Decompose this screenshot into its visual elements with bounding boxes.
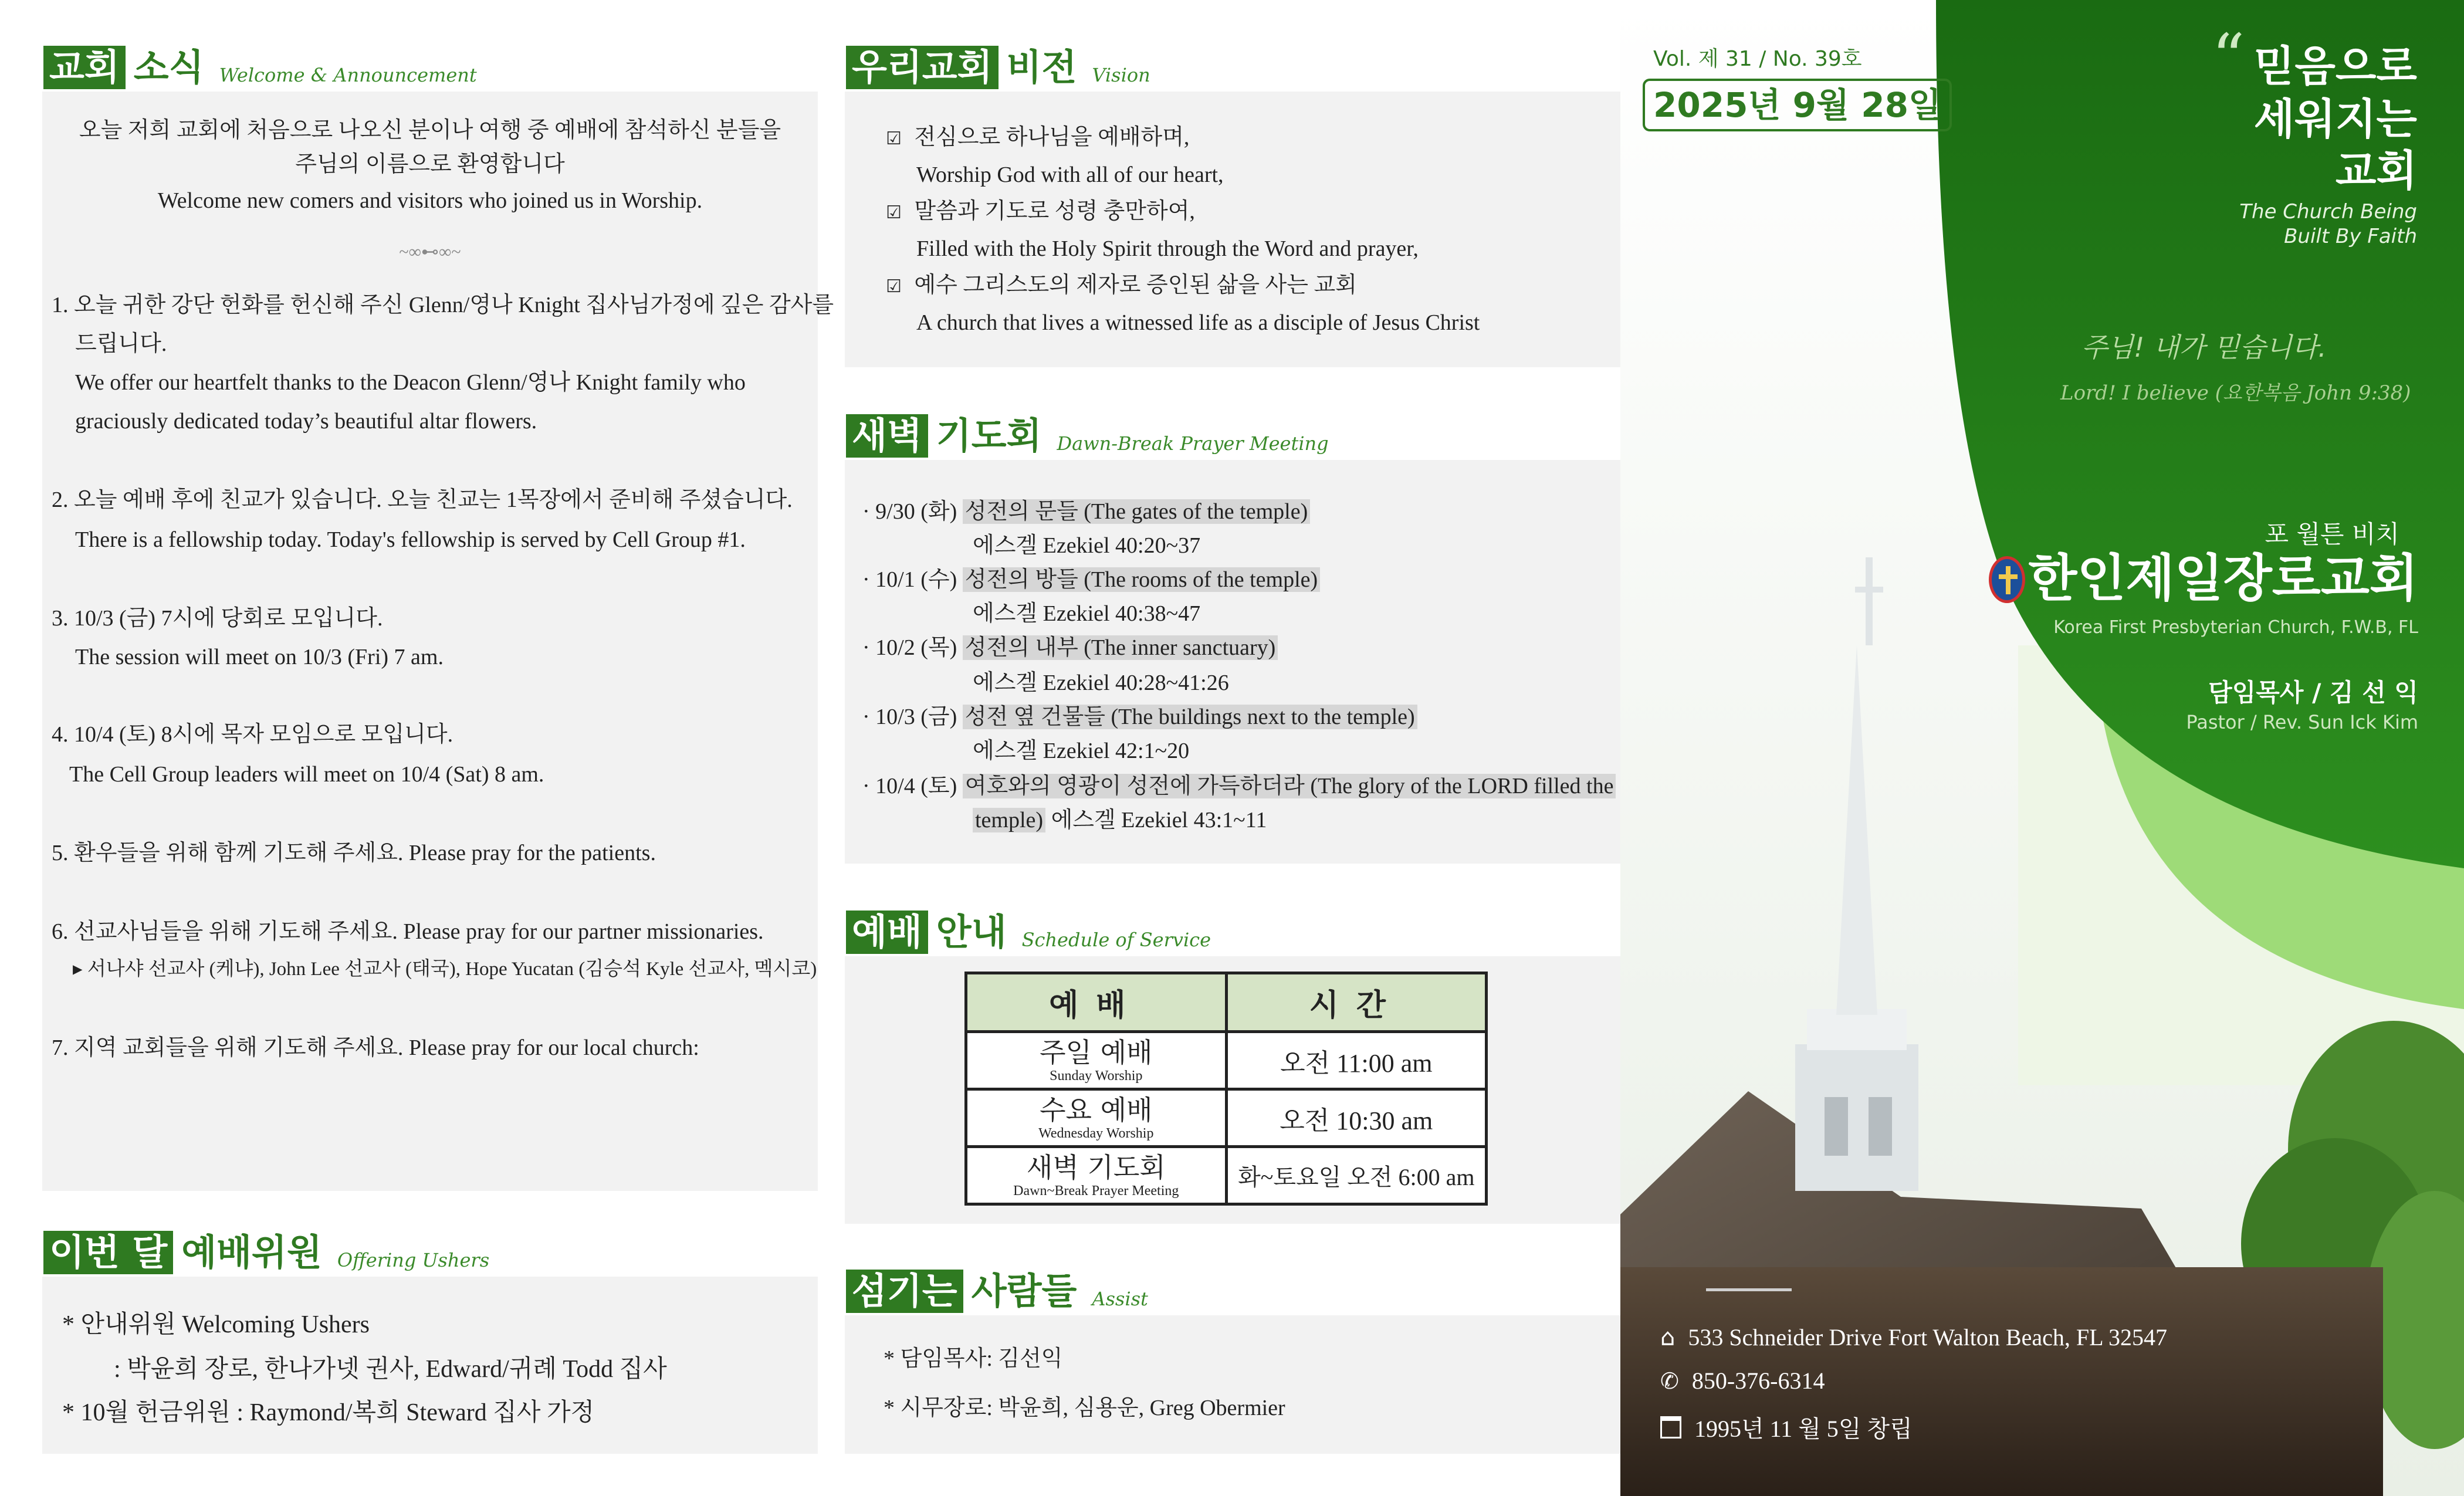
check-icon: ☑	[886, 128, 902, 149]
slogan-en-1: The Church Being	[2239, 200, 2417, 224]
vision-item-1-ko: ☑ 전심으로 하나님을 예배하며,	[886, 125, 1190, 150]
announcement-6-line-1: 6. 선교사님들을 위해 기도해 주세요. Please pray for our partner missionaries.	[52, 919, 764, 944]
announcement-4-line-2: The Cell Group leaders will meet on 10/4 (Sat) 8 am.	[69, 762, 544, 787]
schedule-worship-cell: 새벽 기도회 Dawn~Break Prayer Meeting	[966, 1147, 1227, 1204]
schedule-title-box: 예배	[846, 911, 928, 954]
check-icon: ☑	[886, 202, 902, 223]
announcements-title-box: 교회	[43, 46, 126, 89]
announcement-1-line-4: graciously dedicated today’s beautiful altar flowers.	[75, 409, 537, 434]
announcement-1-line-3: We offer our heartfelt thanks to the Deacon Glenn/영나 Knight family who	[75, 370, 746, 395]
address-row	[1660, 1324, 2167, 1351]
schedule-time-cell: 오전 10:30 am	[1226, 1089, 1486, 1147]
slogan-line-2: 세워지는	[2253, 94, 2417, 144]
cross-icon	[1855, 587, 1883, 593]
founded-row	[1660, 1410, 1913, 1444]
volume-label: Vol. 제 31 / No. 39호	[1653, 47, 1862, 71]
announcement-1-line-2: 드립니다.	[75, 331, 167, 356]
announcement-6-line-2: ▸ 서나샤 선교사 (케냐), John Lee 선교사 (태국), Hope Yucatan (김승석 Kyle 선교사, 멕시코)	[73, 959, 817, 980]
dawn-item-3-ref: 에스겔 Ezekiel 40:28~41:26	[973, 671, 1229, 695]
vision-item-3-en: A church that lives a witnessed life as a disciple of Jesus Christ	[916, 310, 1480, 335]
announcement-1-line-1: 1. 오늘 귀한 강단 헌화를 헌신해 주신 Glenn/영나 Knight 집사님가정에 깊은 감사를	[52, 293, 834, 317]
announcement-3-line-2: The session will meet on 10/3 (Fri) 7 am.	[75, 645, 444, 669]
announcement-2-line-1: 2. 오늘 예배 후에 친교가 있습니다. 오늘 친교는 1목장에서 준비해 주셨습니다.	[52, 488, 793, 512]
slogan-line-3: 교회	[2335, 146, 2417, 195]
ushers-line-3: * 10월 헌금위원 : Raymond/복희 Steward 집사 가정	[62, 1399, 595, 1426]
dawn-item-1-ref: 에스겔 Ezekiel 40:20~37	[973, 533, 1201, 558]
vision-item-3-ko: ☑ 예수 그리스도의 제자로 증인된 삶을 사는 교회	[886, 273, 1357, 297]
assist-title-box: 섬기는	[846, 1270, 963, 1313]
dawn-item-1: · 9/30 (화) 성전의 문들 (The gates of the temple)	[862, 494, 1310, 529]
phone-row	[1660, 1367, 1825, 1395]
assist-title-plain: 사람들	[971, 1270, 1077, 1312]
announcement-4-line-1: 4. 10/4 (토) 8시에 목자 모임으로 모입니다.	[52, 722, 453, 747]
steeple-tier	[1807, 1009, 1907, 1050]
dawn-title-box: 새벽	[846, 414, 928, 458]
vision-item-2-en: Filled with the Holy Spirit through the Word and prayer,	[916, 236, 1419, 261]
church-logo-icon	[1989, 556, 2025, 603]
phone-icon: ✆	[1660, 1368, 1679, 1394]
dawn-item-5: · 10/4 (토) 여호와의 영광이 성전에 가득하더라 (The glory of the LORD filled the	[862, 769, 1616, 804]
dawn-item-3: · 10/2 (목) 성전의 내부 (The inner sanctuary)	[862, 630, 1278, 665]
pastor-ko: 담임목사 / 김 선 익	[2208, 678, 2418, 707]
slogan-line-1: 믿음으로	[2253, 42, 2417, 91]
founded-text: 1995년 11 월 5일 창립	[1694, 1416, 1913, 1442]
schedule-worship-cell: 주일 예배 Sunday Worship	[966, 1032, 1227, 1089]
quote-mark: “	[2212, 20, 2245, 95]
assist-title-en: Assist	[1092, 1288, 1148, 1310]
ushers-line-2: : 박윤희 장로, 한나가넷 권사, Edward/귀례 Todd 집사	[114, 1356, 667, 1383]
steeple-base	[1795, 1044, 1918, 1191]
welcome-ko-2: 주님의 이름으로 환영합니다	[295, 152, 565, 177]
church-name-en: Korea First Presbyterian Church, F.W.B, FL	[2053, 617, 2418, 638]
address-text: 533 Schneider Drive Fort Walton Beach, FL 32547	[1688, 1324, 2168, 1351]
announcements-title-plain: 소식	[133, 46, 204, 89]
schedule-title-plain: 안내	[936, 911, 1007, 953]
ushers-title-box: 이번 달	[43, 1231, 173, 1274]
verse-en: Lord! I believe (요한복음 John 9:38)	[2060, 381, 2411, 405]
announcement-3-line-1: 3. 10/3 (금) 7시에 당회로 모입니다.	[52, 606, 383, 631]
vision-title-plain: 비전	[1006, 46, 1077, 89]
dawn-item-2: · 10/1 (수) 성전의 방들 (The rooms of the temple)	[862, 562, 1320, 597]
schedule-title-en: Schedule of Service	[1021, 929, 1211, 951]
ornament: ~∞⊷∞~	[399, 242, 461, 262]
dawn-item-4-ref: 에스겔 Ezekiel 42:1~20	[973, 739, 1190, 763]
calendar-icon	[1660, 1416, 1681, 1439]
vision-item-1-en: Worship God with all of our heart,	[916, 163, 1224, 187]
dawn-title-plain: 기도회	[936, 414, 1042, 457]
check-icon: ☑	[886, 276, 902, 297]
pastor-en: Pastor / Rev. Sun Ick Kim	[2186, 711, 2418, 733]
schedule-col-worship: 예배	[966, 973, 1227, 1032]
church-name: 한인제일장로교회	[2028, 549, 2418, 608]
dawn-item-5-line-2: temple) 에스겔 Ezekiel 43:1~11	[973, 803, 1267, 838]
assist-line-1: * 담임목사: 김선익	[884, 1346, 1063, 1371]
announcements-title-en: Welcome & Announcement	[219, 64, 477, 86]
phone-text: 850-376-6314	[1691, 1368, 1825, 1394]
slogan-en-2: Built By Faith	[2284, 225, 2417, 248]
ushers-title-plain: 예배위원	[181, 1231, 322, 1274]
announcement-2-line-2: There is a fellowship today. Today's fellowship is served by Cell Group #1.	[75, 527, 746, 552]
steeple-louver	[1869, 1097, 1892, 1156]
welcome-en: Welcome new comers and visitors who joined us in Worship.	[157, 188, 703, 213]
divider	[1706, 1288, 1792, 1291]
ushers-title-en: Offering Ushers	[337, 1249, 490, 1271]
dawn-item-2-ref: 에스겔 Ezekiel 40:38~47	[973, 601, 1201, 626]
dawn-item-4: · 10/3 (금) 성전 옆 건물들 (The buildings next to the temple)	[862, 699, 1417, 735]
schedule-time-cell: 오전 11:00 am	[1226, 1032, 1486, 1089]
verse-ko: 주님! 내가 믿습니다.	[2081, 331, 2327, 363]
vision-item-2-ko: ☑ 말씀과 기도로 성령 충만하여,	[886, 199, 1195, 224]
vision-title-en: Vision	[1092, 64, 1150, 86]
home-icon: ⌂	[1660, 1324, 1676, 1351]
welcome-ko-1: 오늘 저희 교회에 처음으로 나오신 분이나 여행 중 예배에 참석하신 분들을	[79, 118, 781, 143]
schedule-worship-cell: 수요 예배 Wednesday Worship	[966, 1089, 1227, 1147]
ushers-line-1: * 안내위원 Welcoming Ushers	[62, 1311, 370, 1338]
announcement-7-line-1: 7. 지역 교회들을 위해 기도해 주세요. Please pray for our local church:	[52, 1035, 699, 1060]
issue-date: 2025년 9월 28일	[1643, 79, 1952, 131]
steeple-louver	[1825, 1097, 1848, 1156]
schedule-col-time: 시간	[1226, 973, 1486, 1032]
announcement-5-line-1: 5. 환우들을 위해 함께 기도해 주세요. Please pray for the patients.	[52, 841, 656, 865]
church-location: 포 월튼 비치	[2265, 520, 2399, 549]
vision-title-box: 우리교회	[846, 46, 999, 89]
dawn-title-en: Dawn-Break Prayer Meeting	[1057, 432, 1329, 455]
cross-icon	[1866, 557, 1873, 645]
schedule-time-cell: 화~토요일 오전 6:00 am	[1226, 1147, 1486, 1204]
assist-line-2: * 시무장로: 박윤희, 심용운, Greg Obermier	[884, 1396, 1285, 1420]
